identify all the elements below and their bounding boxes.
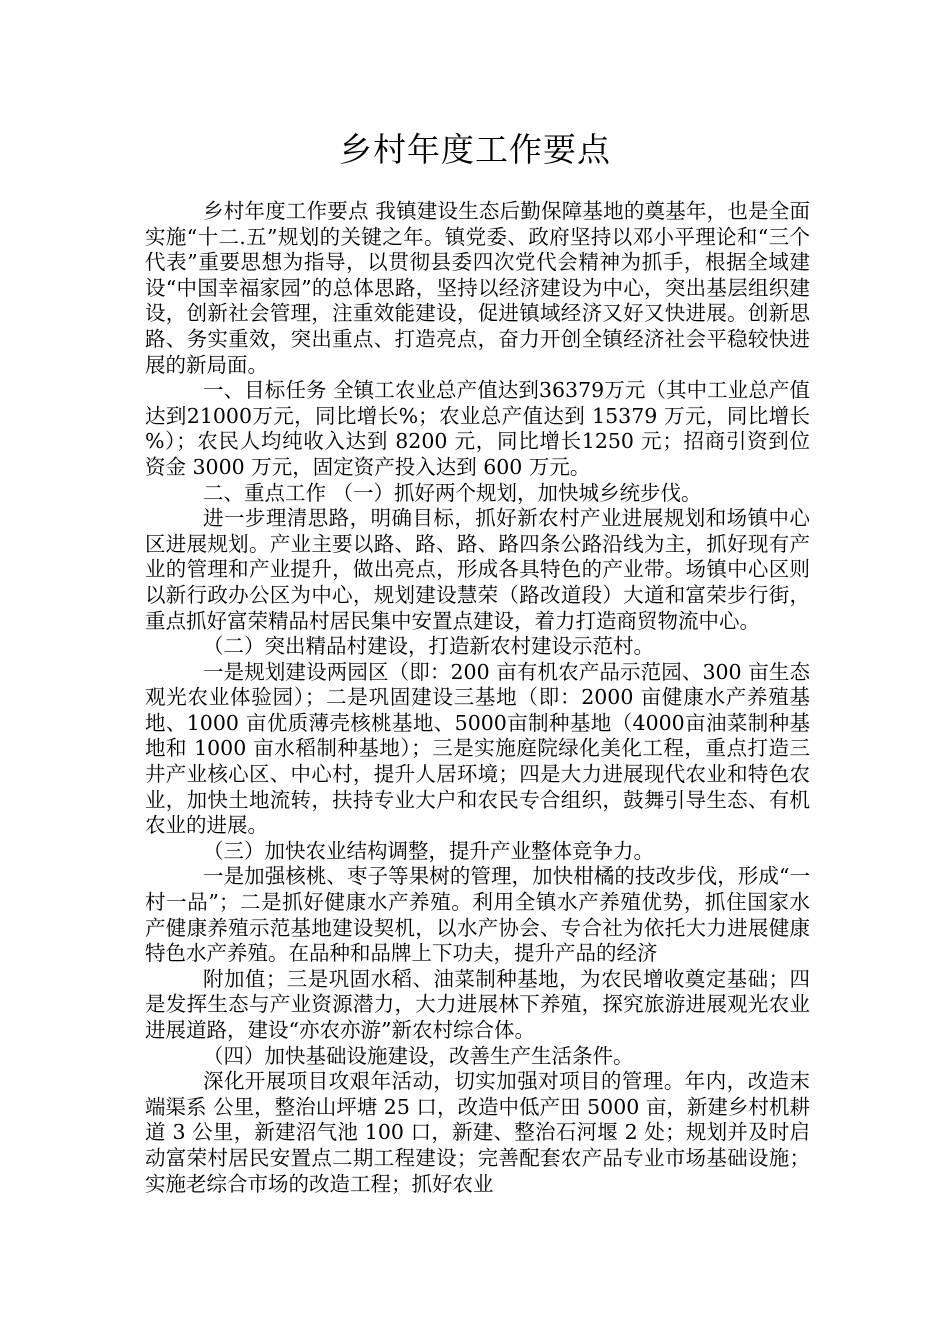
paragraph-added-value: 附加值；三是巩固水稻、油菜制种基地，为农民增收奠定基础；四是发挥生态与产业资源潜力，大力进展林下养殖，探究旅游进展观光农业进展道路，建设“亦农亦游”新农村综合体。 [145,966,810,1042]
paragraph-planning: 进一步理清思路，明确目标，抓好新农村产业进展规划和场镇中心区进展规划。产业主要以路、路、路、路四条公路沿线为主，抓好现有产业的管理和产业提升，做出亮点，形成各具特色的产业带。场镇中心区则以新行政办公区为中心，规划建设慧荣（路改道段）大道和富荣步行街，重点抓好富荣精品村居民集中安置点建设，着力打造商贸物流中心。 [145,506,810,633]
paragraph-section-3-heading: （三）加快农业结构调整，提升产业整体竞争力。 [203,838,654,863]
document-title: 乡村年度工作要点 [339,130,611,169]
paragraph-infrastructure: 深化开展项目攻艰年活动，切实加强对项目的管理。年内，改造末端渠系 公里，整治山坪塘 25 口，改造中低产田 5000 亩，新建乡村机耕道 3 公里，新建沼气池 100 口，新建、整治石河堰 2 处；规划并及时启动富荣村居民安置点二期工程建设；完善配套农产品专业市场基础设施；实施老综合市场的改造工程；抓好农业 [145,1069,810,1196]
document-body [145,199,810,1197]
paragraph-industry: 一是加强核桃、枣子等果树的管理，加快柑橘的技改步伐，形成“一村一品”；二是抓好健康水产养殖。利用全镇水产养殖优势，抓住国家水产健康养殖示范基地建设契机，以水产协会、专合社为依托大力进展健康特色水产养殖。在品种和品牌上下功夫，提升产品的经济 [145,864,810,966]
paragraph-section-2-heading: （二）突出精品村建设，打造新农村建设示范村。 [203,634,654,659]
paragraph-section-4-heading: （四）加快基础设施建设，改善生产生活条件。 [203,1043,634,1068]
paragraph-targets: 一、目标任务 全镇工农业总产值达到36379万元（其中工业总产值达到21000万元，同比增长%；农业总产值达到 15379 万元，同比增长 %）；农民人均纯收入达到 8200 元，同比增长1250 元；招商引资到位资金 3000 万元，固定资产投入达到 600 万元。 [145,378,810,479]
paragraph-intro: 乡村年度工作要点 我镇建设生态后勤保障基地的奠基年，也是全面实施“十二.五”规划的关键之年。镇党委、政府坚持以邓小平理论和“三个代表”重要思想为指导，以贯彻县委四次党代会精神为抓手，根据全域建设“中国幸福家园”的总体思路，坚持以经济建设为中心，突出基层组织建设，创新社会管理，注重效能建设，促进镇域经济又好又快进展。创新思路、务实重效，突出重点、打造亮点，奋力开创全镇经济社会平稳较快进展的新局面。 [145,199,810,377]
paragraph-key-work-heading: 二、重点工作 （一）抓好两个规划，加快城乡统步伐。 [203,480,702,505]
paragraph-model-village: 一是规划建设两园区（即：200 亩有机农产品示范园、300 亩生态观光农业体验园）；二是巩固建设三基地（即：2000 亩健康水产养殖基地、1000 亩优质薄壳核桃基地、5000亩制种基地（4000亩油菜制种基地和 1000 亩水稻制种基地）；三是实施庭院绿化美化工程，重点打造三井产业核心区、中心村，提升人居环境；四是大力进展现代农业和特色农业，加快土地流转，扶持专业大户和农民专合组织，鼓舞引导生态、有机农业的进展。 [145,659,810,838]
